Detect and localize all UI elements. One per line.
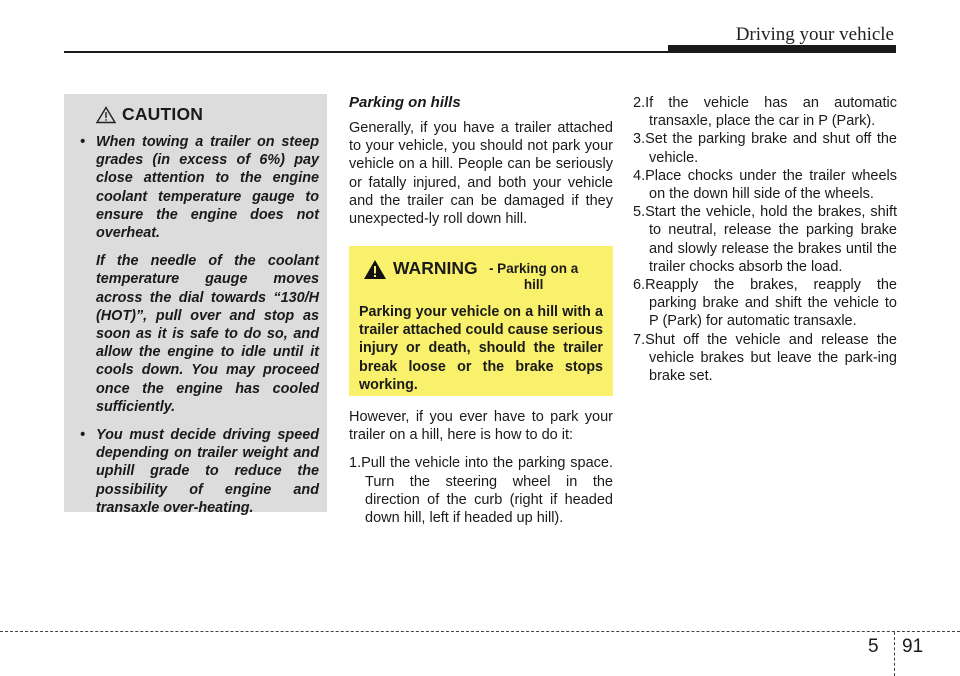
intro-paragraph: Generally, if you have a trailer attached to your vehicle, you should not park your vehicle on a hill. People can be seriously or fatally injured, and both your vehicle and the trailer can be damaged if they unexpected-ly roll down hill. — [349, 120, 613, 228]
warning-header — [363, 258, 603, 293]
step-text: If the vehicle has an automatic transaxle, place the car in P (Park). — [645, 95, 897, 130]
warning-label: WARNING — [393, 258, 478, 278]
warning-box — [349, 246, 613, 396]
caution-title: CAUTION — [122, 104, 204, 124]
footer-divider — [894, 632, 895, 676]
warning-body: Parking your vehicle on a hill with a trailer attached could cause serious injury or death, should the trailer break loose or the brake stops working. — [359, 304, 603, 393]
step-item — [633, 94, 897, 130]
caution-item-text: When towing a trailer on steep grades (in excess of 6%) pay close attention to the engine coolant temperature gauge to ensure the engine does not overheat. — [96, 134, 319, 242]
header-bar — [668, 45, 896, 53]
step-number: 3. — [633, 131, 646, 148]
page-number: 91 — [902, 636, 924, 657]
step-item — [349, 454, 613, 527]
step-item — [633, 276, 897, 331]
step-item — [633, 331, 897, 386]
warning-triangle-filled-icon — [363, 259, 387, 280]
step-number: 2. — [633, 95, 646, 111]
step-item — [633, 167, 897, 203]
caution-item-text: You must decide driving speed depending on trailer weight and uphill grade to reduce the possibility of engine and transaxle over-heating. — [96, 427, 319, 516]
right-column — [633, 94, 897, 385]
caution-item: • When towing a trailer on steep grades (in excess of 6%) pay close attention to the engine coolant temperature gauge to ensure the engine does not overheat. — [80, 134, 319, 242]
however-paragraph: However, if you ever have to park your trailer on a hill, here is how to do it: — [349, 409, 613, 444]
warning-subtitle: - Parking on a hill — [488, 261, 579, 292]
step-text: Reapply the brakes, reapply the parking brake and shift the vehicle to P (Park) for automatic transaxle. — [645, 277, 897, 330]
step-number: 7. — [633, 331, 646, 348]
section-title: Parking on hills — [349, 94, 461, 111]
step-text: Place chocks under the trailer wheels on the down hill side of the wheels. — [645, 167, 897, 203]
step-number: 4. — [633, 167, 646, 184]
caution-header — [96, 104, 319, 125]
step-text: Pull the vehicle into the parking space. Turn the steering wheel in the direction of the curb (right if headed down hill, left if headed up hill). — [361, 455, 613, 527]
chapter-number: 5 — [868, 636, 879, 657]
step-number: 1. — [349, 455, 362, 472]
caution-item: • You must decide driving speed depending on trailer weight and uphill grade to reduce the possibility of engine and transaxle over-heating. — [80, 427, 319, 516]
step-text: Start the vehicle, hold the brakes, shift to neutral, release the parking brake and slowly release the brakes until the trailer chocks absorb the load. — [645, 204, 897, 275]
step-text: Shut off the vehicle and release the vehicle brakes but leave the park-ing brake set. — [645, 331, 897, 385]
middle-column — [349, 94, 613, 238]
footer-rule — [0, 631, 960, 632]
middle-column-lower — [349, 408, 613, 527]
step-item — [633, 203, 897, 276]
caution-sub-paragraph: If the needle of the coolant temperature gauge moves across the dial towards “130/H (HOT)”, pull over and stop as soon as it is safe to do so, and allow the engine to idle until it cools down. You may proceed once the engine has cooled sufficiently. — [96, 253, 319, 415]
step-item — [633, 130, 897, 166]
warning-triangle-outline-icon — [96, 106, 116, 124]
step-number: 6. — [633, 277, 646, 294]
chapter-title: Driving your vehicle — [735, 24, 894, 45]
step-text: Set the parking brake and shut off the vehicle. — [645, 131, 897, 166]
step-number: 5. — [633, 204, 646, 221]
caution-box — [64, 94, 327, 516]
